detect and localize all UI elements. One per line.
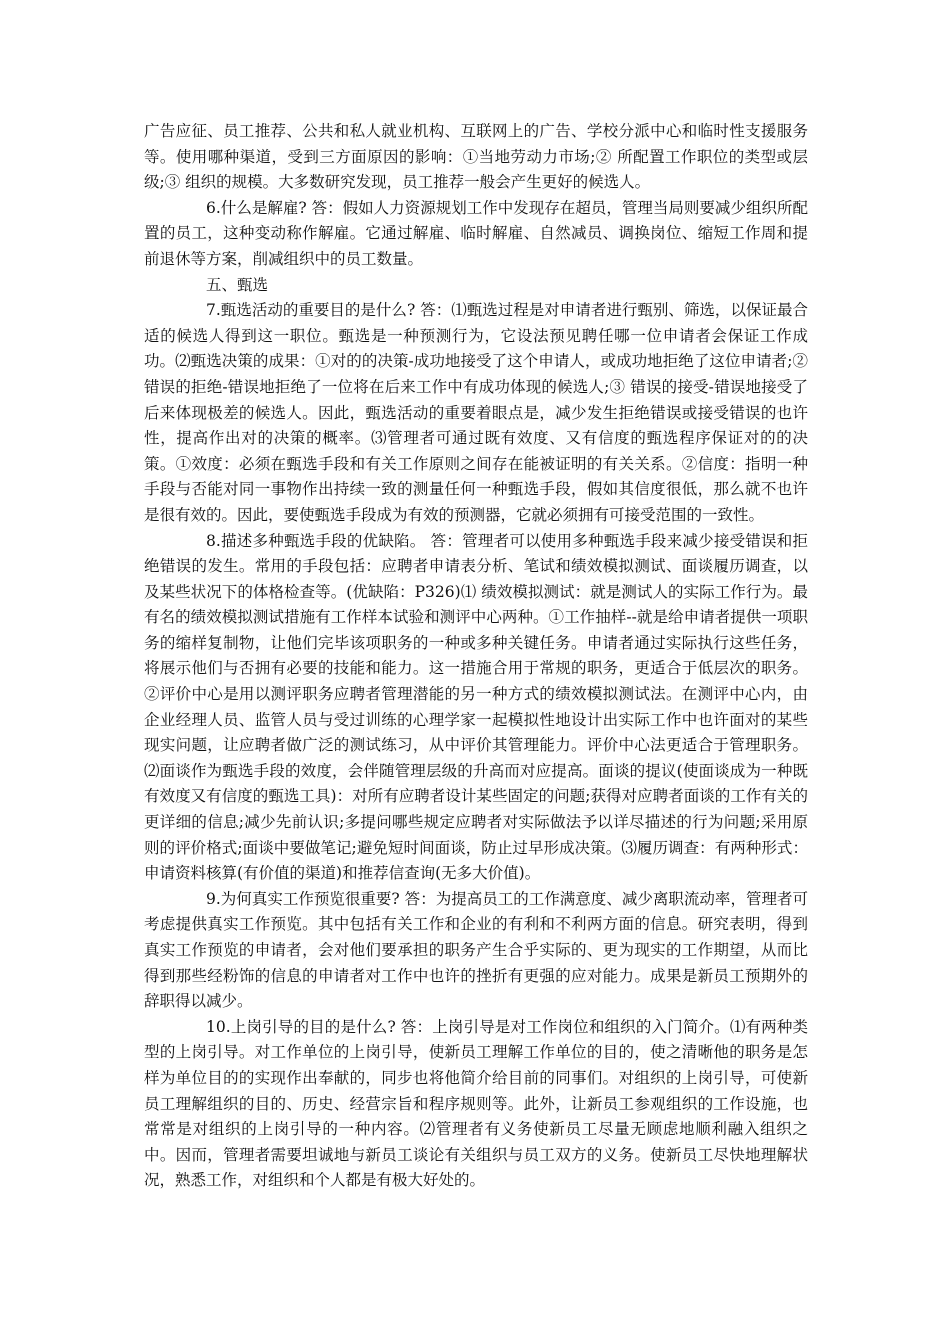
paragraph-question-8: 8.描述多种甄选手段的优缺陷。 答：管理者可以使用多种甄选手段来减少接受错误和拒绝错误的发生。常用的手段包括：应聘者申请表分析、笔试和绩效模拟测试、面谈履历调查，以及某些状况下的体格检查等。(优缺陷：P326)⑴ 绩效模拟测试：就是测试人的实际工作行为。最有名的绩效模拟测试措施有工作样本试验和测评中心两种。①工作抽样--就是给申请者提供一项职务的缩样复制物，让他们完毕该项职务的一种或多种关键任务。申请者通过实际执行这些任务，将展示他们与否拥有必要的技能和能力。这一措施合用于常规的职务，更适合于低层次的职务。②评价中心是用以测评职务应聘者管理潜能的另一种方式的绩效模拟测试法。在测评中心内，由企业经理人员、监管人员与受过训练的心理学家一起模拟性地设计出实际工作中也许面对的某些现实问题，让应聘者做广泛的测试练习，从中评价其管理能力。评价中心法更适合于管理职务。⑵面谈作为甄选手段的效度，会伴随管理层级的升高而对应提高。面谈的提议(使面谈成为一种既有效度又有信度的甄选工具)：对所有应聘者设计某些固定的问题;获得对应聘者面谈的工作有关的更详细的信息;减少先前认识;多提问哪些规定应聘者对实际做法予以详尽描述的行为问题;采用原则的评价格式;面谈中要做笔记;避免短时间面谈，防止过早形成决策。⑶履历调查：有两种形式：申请资料核算(有价值的渠道)和推荐信查询(无多大价值)。 <box>144 531 808 883</box>
section-heading-selection: 五、甄选 <box>206 275 269 294</box>
paragraph-question-9: 9.为何真实工作预览很重要? 答：为提高员工的工作满意度、减少离职流动率，管理者可考虑提供真实工作预览。其中包括有关工作和企业的有利和不利两方面的信息。研究表明，得到真实工作预览的申请者，会对他们要承担的职务产生合乎实际的、更为现实的工作期望，从而比得到那些经粉饰的信息的申请者对工作中也许的挫折有更强的应对能力。成果是新员工预期外的辞职得以减少。 <box>144 889 808 1011</box>
paragraph-continuation: 广告应征、员工推荐、公共和私人就业机构、互联网上的广告、学校分派中心和临时性支援服务等。使用哪种渠道，受到三方面原因的影响：①当地劳动力市场;② 所配置工作职位的类型或层级;③ 组织的规模。大多数研究发现，员工推荐一般会产生更好的候选人。 <box>144 122 808 192</box>
document-page <box>144 119 808 1194</box>
paragraph-question-10: 10.上岗引导的目的是什么? 答：上岗引导是对工作岗位和组织的入门简介。⑴有两种类型的上岗引导。对工作单位的上岗引导，使新员工理解工作单位的目的，使之清晰他的职务是怎样为单位目的的实现作出奉献的，同步也将他简介给目前的同事们。对组织的上岗引导，可使新员工理解组织的目的、历史、经营宗旨和程序规则等。此外，让新员工参观组织的工作设施，也常常是对组织的上岗引导的一种内容。⑵管理者有义务使新员工尽量无顾虑地顺利融入组织之中。因而，管理者需要坦诚地与新员工谈论有关组织与员工双方的义务。使新员工尽快地理解状况，熟悉工作，对组织和个人都是有极大好处的。 <box>144 1017 808 1190</box>
paragraph-question-7: 7.甄选活动的重要目的是什么? 答：⑴甄选过程是对申请者进行甄别、筛选，以保证最合适的候选人得到这一职位。甄选是一种预测行为，它设法预见聘任哪一位申请者会保证工作成功。⑵甄选决策的成果：①对的的决策-成功地接受了这个申请人，或成功地拒绝了这位申请者;② 错误的拒绝-错误地拒绝了一位将在后来工作中有成功体现的候选人;③ 错误的接受-错误地接受了后来体现极差的候选人。因此，甄选活动的重要着眼点是，减少发生拒绝错误或接受错误的也许性，提高作出对的决策的概率。⑶管理者可通过既有效度、又有信度的甄选程序保证对的的决策。①效度：必须在甄选手段和有关工作原则之间存在能被证明的有关关系。②信度：指明一种手段与否能对同一事物作出持续一致的测量任何一种甄选手段，假如其信度很低，那么就不也许是很有效的。因此，要使甄选手段成为有效的预测器，它就必须拥有可接受范围的一致性。 <box>144 301 808 524</box>
paragraph-question-6: 6.什么是解雇? 答：假如人力资源规划工作中发现存在超员，管理当局则要减少组织所配置的员工，这种变动称作解雇。它通过解雇、临时解雇、自然减员、调换岗位、缩短工作周和提前退休等方案，削减组织中的员工数量。 <box>144 198 808 268</box>
